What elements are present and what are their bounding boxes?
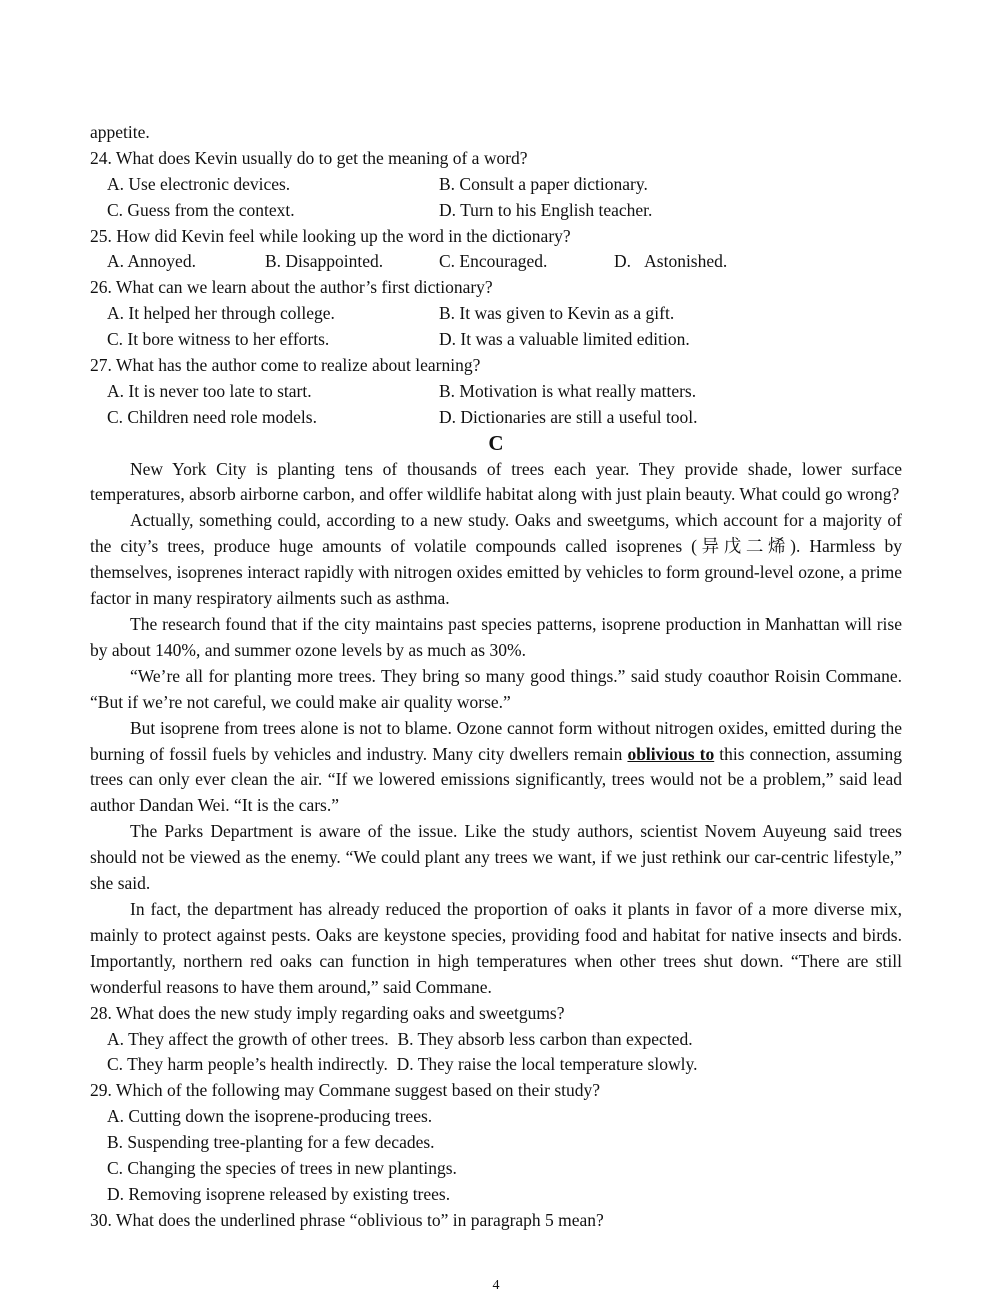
option-c: C. Children need role models. [107,406,317,427]
option-d: D. Turn to his English teacher. [439,199,653,220]
question-stem: 28. What does the new study imply regarding oaks and sweetgums? [90,1002,565,1023]
paragraph-7: In fact, the department has already reduced the proportion of oaks it plants in favor of a more diverse mix, mainly to protect against pests. Oaks are keystone species, providing food and habitat for native insects and birds. Importantly, northern red oaks can function in high temperatures when other trees shut down. “There are still wonderful reasons to have them around,” said Commane. [90,898,902,997]
question-stem: 27. What has the author come to realize about learning? [90,355,481,376]
option-d: D. Astonished. [614,251,728,272]
option-d: D. It was a valuable limited edition. [439,329,690,350]
continued-text: appetite. [90,122,150,142]
option-a: A. It is never too late to start. [107,380,312,401]
option-row [90,1027,902,1053]
question-27 [90,353,902,431]
option-d: D. Dictionaries are still a useful tool. [439,406,698,427]
option-b: B. Consult a paper dictionary. [439,173,648,194]
option-c: C. Changing the species of trees in new plantings. [107,1157,457,1178]
paragraph-1: New York City is planting tens of thousands of trees each year. They provide shade, lower surface temperatures, absorb airborne carbon, and offer wildlife habitat along with just plain beauty. What could go wrong? [90,458,902,505]
option-b: B. It was given to Kevin as a gift. [439,303,675,324]
paragraph-6: The Parks Department is aware of the issue. Like the study authors, scientist Novem Auyeung said trees should not be viewed as the enemy. “We could plant any trees we want, if we just rethink our car-centric lifestyle,” she said. [90,821,902,894]
paragraph-5 [90,716,902,820]
question-29 [90,1078,902,1207]
question-stem: 29. Which of the following may Commane suggest based on their study? [90,1080,601,1101]
option-row [90,1052,902,1078]
option-c: C. Encouraged. [439,251,548,272]
option-c: C. It bore witness to her efforts. [107,329,330,350]
passage-c [90,457,902,1001]
option-a: A. Use electronic devices. [107,173,291,194]
option-c: C. They harm people’s health indirectly. [107,1054,388,1075]
paragraph-4: “We’re all for planting more trees. They bring so many good things.” said study coauthor Roisin Commane. “But if we’re not careful, we could make air quality worse.” [90,665,902,712]
question-25 [90,224,902,276]
underlined-phrase: oblivious to [627,743,715,764]
paragraph-5-text-after: this connection, assuming trees can only ever clean the air. “If we lowered emissions significantly, trees would not be a problem,” said lead author Dandan Wei. “It is the cars.” [90,743,902,816]
paragraph-3: The research found that if the city maintains past species patterns, isoprene production in Manhattan will rise by about 140%, and summer ozone levels by as much as 30%. [90,614,902,660]
option-b: B. Suspending tree-planting for a few decades. [107,1132,435,1153]
question-stem: 24. What does Kevin usually do to get the meaning of a word? [90,147,528,168]
option-b: B. They absorb less carbon than expected. [397,1028,693,1049]
option-c: C. Guess from the context. [107,199,295,220]
option-a: A. Cutting down the isoprene-producing trees. [107,1106,433,1127]
question-stem: 30. What does the underlined phrase “oblivious to” in paragraph 5 mean? [90,1209,604,1230]
paragraph-2: Actually, something could, according to a new study. Oaks and sweetgums, which account for a majority of the city’s trees, produce huge amounts of volatile compounds called isoprenes (异戊二烯). Harmless by themselves, isoprenes interact rapidly with nitrogen oxides emitted by vehicles to form ground-level ozone, a prime factor in many respiratory ailments such as asthma. [90,510,902,609]
question-stem: 26. What can we learn about the author’s first dictionary? [90,277,493,298]
option-b: B. Disappointed. [265,251,384,272]
page-number: 4 [492,1278,500,1293]
question-26 [90,275,902,353]
option-d: D. They raise the local temperature slowly. [396,1054,698,1075]
option-a: A. They affect the growth of other trees. [107,1028,389,1049]
document-page [90,120,902,1234]
question-stem: 25. How did Kevin feel while looking up the word in the dictionary? [90,225,571,246]
option-b: B. Motivation is what really matters. [439,380,697,401]
question-30 [90,1208,902,1234]
question-28 [90,1001,902,1079]
section-heading: C [488,430,504,455]
option-a: A. Annoyed. [107,251,196,272]
option-d: D. Removing isoprene released by existing trees. [107,1183,451,1204]
paragraph-5-text-before: But isoprene from trees alone is not to blame. Ozone cannot form without nitrogen oxides, emitted during the burning of fossil fuels by vehicles and industry. Many city dwellers remain [90,717,902,764]
question-24 [90,146,902,224]
option-a: A. It helped her through college. [107,303,335,324]
